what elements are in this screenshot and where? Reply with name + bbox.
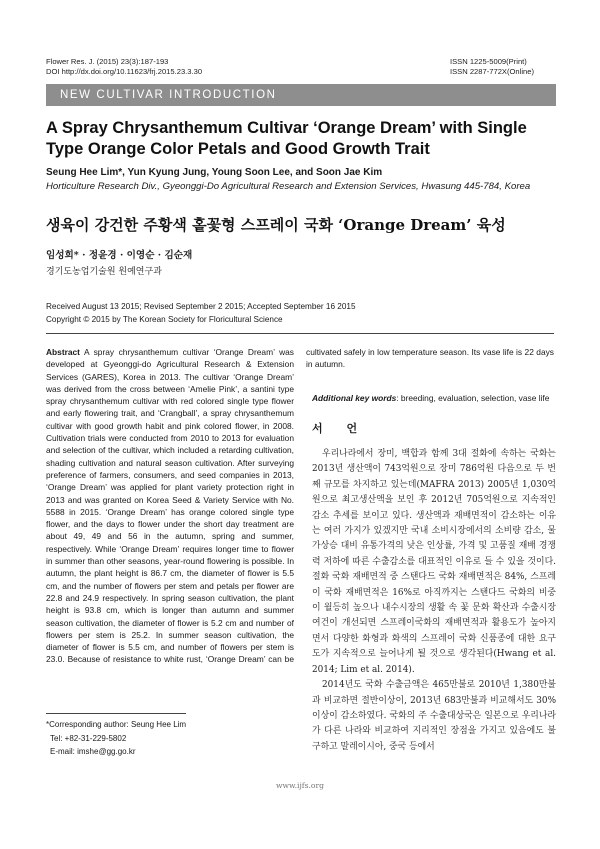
korean-author-list: 임성희* · 정윤경 · 이영순 · 김순재 xyxy=(46,250,193,261)
author-list: Seung Hee Lim*, Yun Kyung Jung, Young Soon Lee, and Soon Jae Kim xyxy=(46,167,383,178)
corresponding-author: *Corresponding author: Seung Hee Lim xyxy=(46,720,187,729)
section-divider xyxy=(46,333,554,334)
keywords-label: Additional key words xyxy=(312,393,397,403)
doi-line: DOI http://dx.doi.org/10.11623/frj.2015.23.3.30 xyxy=(46,67,203,76)
abstract-text: A spray chrysanthemum cultivar ‘Orange Dream’ was developed at Gyeonggi-do Agricultural Research & Extension Services (GARES), Korea in 2013. The cultivar ‘Orange Dream’ was derived from the cross between ‘Amelie Pink’, a santini type spray chrysanthemum cultivar with red colored single type flower and early flowering trait, and ‘Crangball’, a spray chrysanthemum cultivar with good growth habit and pink colored flower, in 2008. Cultivation trials were conducted from 2010 to 2013 for evaluation and selection of the cultivar, which included a retarding cultivation, shading cultivation and natural season cultivation. After surveying preference of farmers, consumers, and seed companies in 2013, ‘Orange Dream’ was applied for plant variety protection right in 2013 and was granted on Korea Seed & Variety Service with No. 5588 in 2015. ‘Orange Dream’ has orange colored single type flower, and the days to flower under the short day treatment are about 49, 49 and 56 in the autumn, spring and summer, respectively. While ‘Orange Dream’ requires longer time to flower in summer than other seasons, year-round flowering is possible. In autumn, the plant height is 86.7 cm, the diameter of flower is 5.5 cm, and the number of flowers per stem and petals per flower are 22.8 and 24.9 respectively. In spring season cultivation, the plant height is 93.8 cm, which is longer than autumn and summer season cultivation, the diameter of flower is 5.2 cm and number of flowers per stem is 25.2. In summer season cultivation, the diameter of flower is 5.5 cm, and number of flowers per stem is 23.0. Because of resistance to white rust, ‘Orange Dream’ can be cultivated safely in low temperature season. Its vase life is 22 days in autumn. xyxy=(46,347,554,665)
publication-dates xyxy=(46,300,356,326)
journal-citation: Flower Res. J. (2015) 23(3):187-193 xyxy=(46,57,169,66)
abstract-label: Abstract xyxy=(46,347,80,357)
author-affiliation: Horticulture Research Div., Gyeonggi-Do Agricultural Research and Extension Services, Hwasung 445-784, Korea xyxy=(46,181,531,192)
korean-title: 생육이 강건한 주황색 홑꽃형 스프레이 국화 ‘Orange Dream’ 육성 xyxy=(46,216,506,234)
korean-affiliation: 경기도농업기술원 원예연구과 xyxy=(46,267,162,277)
footnote-divider xyxy=(46,713,186,714)
copyright-notice: Copyright © 2015 by The Korean Society for Floricultural Science xyxy=(46,315,283,324)
keywords-text: : breeding, evaluation, selection, vase life xyxy=(396,393,550,403)
corresponding-author-footnote xyxy=(46,718,186,759)
keywords xyxy=(312,392,558,404)
body-paragraph: 2014년도 국화 수출금액은 465만불로 2010년 1,380만불과 비교하면 절반이상이, 2013년 683만불과 비교해서도 30%이상이 감소하였다. 국화의 주 수출대상국은 일본으로 우리나라가 다른 나라와 비교하여 지리적인 장점을 가지고 있음에도 불구하고 말레이시아, 중국 등에서 xyxy=(312,680,556,752)
article-type-banner xyxy=(46,84,556,106)
email-address: E-mail: imshe@gg.go.kr xyxy=(50,747,136,756)
journal-website: www.ijfs.org xyxy=(276,781,324,790)
phone-number: Tel: +82-31-229-5802 xyxy=(50,733,127,743)
article-type-label: NEW CULTIVAR INTRODUCTION xyxy=(60,89,277,101)
issn-print: ISSN 1225-5009(Print) xyxy=(450,57,527,66)
issn-online: ISSN 2287-772X(Online) xyxy=(450,67,534,76)
introduction-heading: 서 언 xyxy=(312,422,368,435)
article-title: A Spray Chrysanthemum Cultivar ‘Orange Dream’ with Single Type Orange Color Petals and Good Growth Trait xyxy=(46,119,527,158)
korean-body-text xyxy=(312,447,556,777)
body-paragraph: 우리나라에서 장미, 백합과 함께 3대 절화에 속하는 국화는 2013년 생산액이 743억원으로 장미 786억원 다음으로 두 번째 규모를 차지하고 있는데(MAFRA 2013) 2005년 1,030억원으로 최고생산액을 보인 후 2012년 705억원으로 지속적인 감소 추세를 보이고 있다. 생산액과 재배면적이 감소하는 이유는 여러 가지가 있겠지만 국내 소비시장에서의 소비량 감소, 물가상승 대비 유통가격의 낮은 인상률, 가격 및 고품질 재배 경쟁력 저하에 따른 수출감소를 대표적인 이유로 들 수 있을 것이다. 절화 국화 재배면적 중 스탠다드 국화 재배면적은 84%, 스프레이 국화 재배면적은 16%로 아직까지는 스탠다드 국화의 비중이 월등히 높으나 내수시장의 생활 속 꽃 문화 확산과 수출시장 여건이 개선되면 스프레이국화의 재배면적과 활용도가 높아지면서 다양한 화형과 화색의 스프레이 국화 신품종에 대한 요구도가 지속적으로 늘어나게 될 것으로 생각된다(Hwang et al. 2014; Lim et al. 2014). xyxy=(312,449,556,675)
received-revised-accepted: Received August 13 2015; Revised September 2 2015; Accepted September 16 2015 xyxy=(46,302,356,311)
